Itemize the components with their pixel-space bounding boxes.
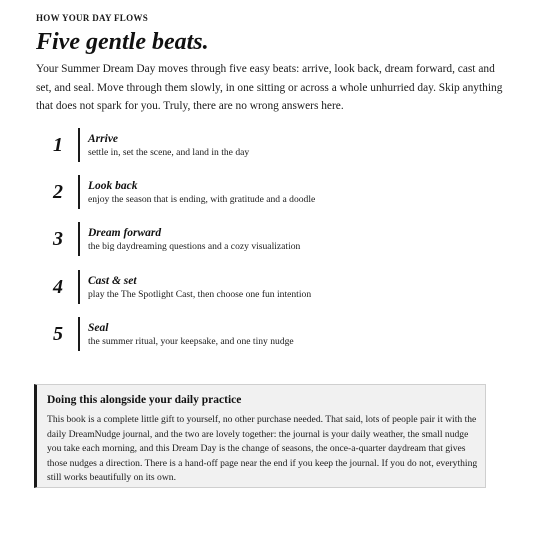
beat-divider — [78, 128, 80, 162]
beat-item — [50, 175, 470, 209]
beat-number: 1 — [53, 134, 63, 156]
beat-name: Dream forward — [88, 227, 162, 239]
beat-number: 4 — [53, 276, 63, 298]
beat-divider — [78, 317, 80, 351]
beat-description: the big daydreaming questions and a cozy visualization — [88, 241, 301, 252]
beat-name: Look back — [88, 180, 138, 192]
beat-divider — [78, 222, 80, 256]
beat-description: the summer ritual, your keepsake, and one tiny nudge — [88, 336, 294, 347]
beat-description: play the The Spotlight Cast, then choose one fun intention — [88, 289, 312, 300]
beat-divider — [78, 175, 80, 209]
page-title: Five gentle beats. — [36, 29, 209, 55]
beat-description: enjoy the season that is ending, with gratitude and a doodle — [88, 194, 316, 205]
practice-callout — [34, 384, 486, 488]
beat-number: 3 — [53, 228, 63, 250]
beat-number: 5 — [53, 323, 63, 345]
beat-item — [50, 270, 470, 304]
beat-description: settle in, set the scene, and land in the day — [88, 147, 250, 158]
beat-number: 2 — [53, 181, 63, 203]
beat-name: Cast & set — [88, 275, 137, 287]
beat-item — [50, 317, 470, 351]
intro-paragraph: Your Summer Dream Day moves through five easy beats: arrive, look back, dream forward, cast and set, and seal. Move through them slowly, in one sitting or across a whole unhurried day. Skip anything that does not spark for you. Truly, there are no wrong answers here. — [36, 63, 503, 112]
callout-body: This book is a complete little gift to yourself, no other purchase needed. That said, lots of people pair it with the daily DreamNudge journal, and the two are lovely together: the journal is your daily weather, the small nudge you take each morning, and this Dream Day is the change of seasons, the once-a-quarter daydream that gives those nudges a direction. There is a hand-off page near the end if you keep the journal. If you do not, everything still works beautifully on its own. — [47, 414, 478, 484]
beat-divider — [78, 270, 80, 304]
beat-name: Arrive — [88, 133, 119, 145]
beat-item — [50, 128, 470, 162]
section-eyebrow: HOW YOUR DAY FLOWS — [36, 13, 148, 23]
beat-item — [50, 222, 470, 256]
callout-title: Doing this alongside your daily practice — [47, 394, 242, 406]
beat-name: Seal — [88, 322, 109, 334]
